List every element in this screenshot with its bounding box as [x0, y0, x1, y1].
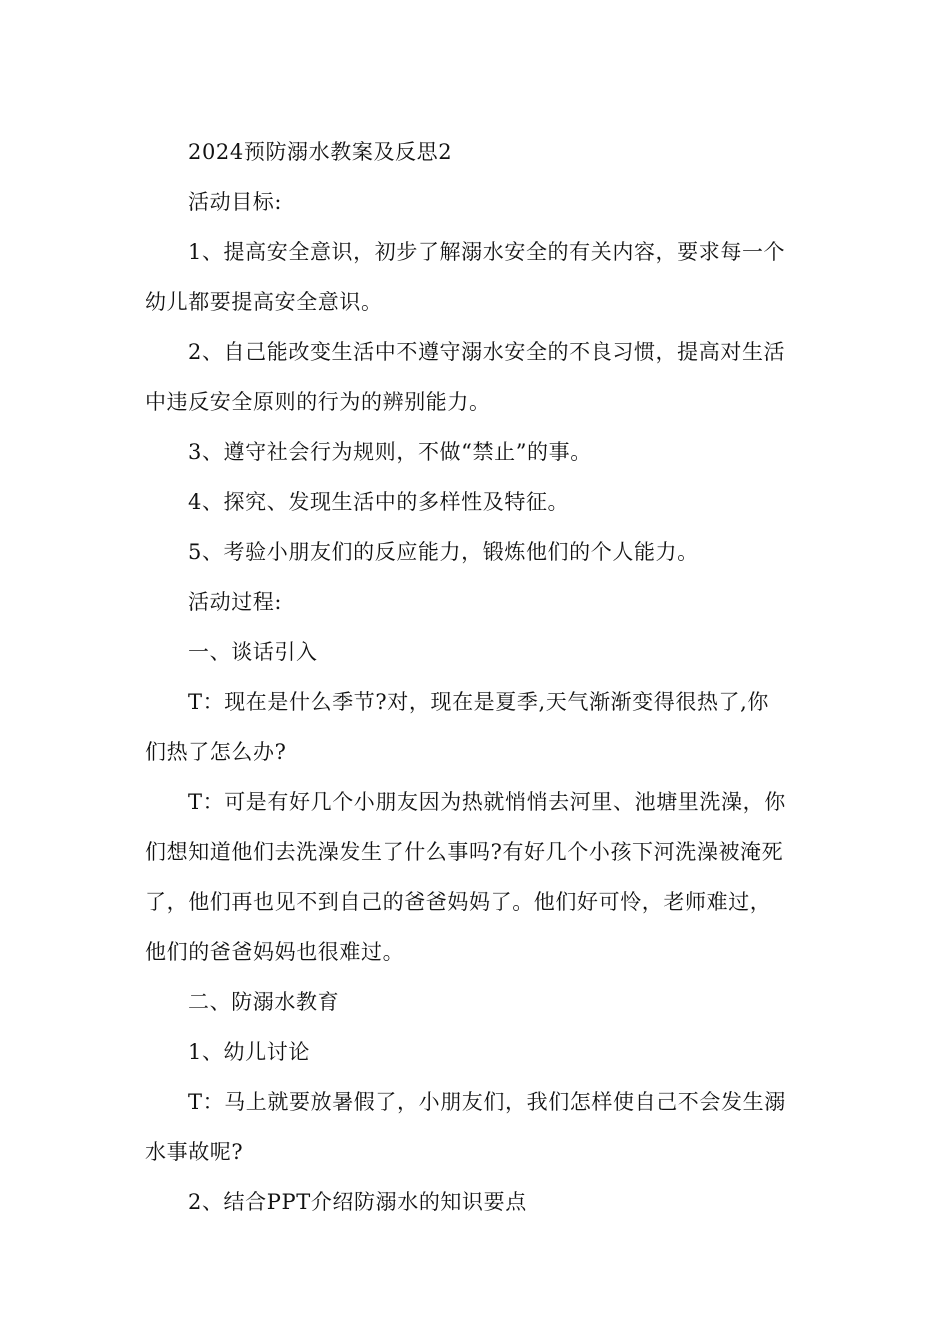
paragraph-line: 了，他们再也见不到自己的爸爸妈妈了。他们好可怜，老师难过，: [145, 890, 772, 914]
paragraph-line: 1、提高安全意识，初步了解溺水安全的有关内容，要求每一个: [188, 240, 786, 264]
paragraph-line: 3、遵守社会行为规则，不做“禁止”的事。: [188, 440, 592, 464]
paragraph-line: T：马上就要放暑假了，小朋友们，我们怎样使自己不会发生溺: [188, 1090, 786, 1114]
document-title: 2024预防溺水教案及反思2: [188, 140, 453, 164]
paragraph-line: 他们的爸爸妈妈也很难过。: [145, 940, 405, 964]
subsection-heading: 2、结合PPT介绍防溺水的知识要点: [188, 1190, 527, 1214]
subsection-heading: 一、谈话引入: [188, 640, 318, 664]
paragraph-line: 幼儿都要提高安全意识。: [145, 290, 383, 314]
subsection-heading: 二、防溺水教育: [188, 990, 340, 1014]
section-heading-goals: 活动目标:: [188, 190, 283, 214]
paragraph-line: 5、考验小朋友们的反应能力，锻炼他们的个人能力。: [188, 540, 699, 564]
paragraph-line: 们想知道他们去洗澡发生了什么事吗?有好几个小孩下河洗澡被淹死: [145, 840, 784, 864]
paragraph-line: 2、自己能改变生活中不遵守溺水安全的不良习惯，提高对生活: [188, 340, 786, 364]
subsection-heading: 1、幼儿讨论: [188, 1040, 310, 1064]
paragraph-line: 中违反安全原则的行为的辨别能力。: [145, 390, 491, 414]
paragraph-line: 水事故呢?: [145, 1140, 244, 1164]
paragraph-line: 4、探究、发现生活中的多样性及特征。: [188, 490, 570, 514]
section-heading-process: 活动过程:: [188, 590, 283, 614]
paragraph-line: T：可是有好几个小朋友因为热就悄悄去河里、池塘里洗澡，你: [188, 790, 786, 814]
paragraph-line: 们热了怎么办?: [145, 740, 287, 764]
paragraph-line: T：现在是什么季节?对，现在是夏季,天气渐渐变得很热了,你: [188, 690, 770, 714]
